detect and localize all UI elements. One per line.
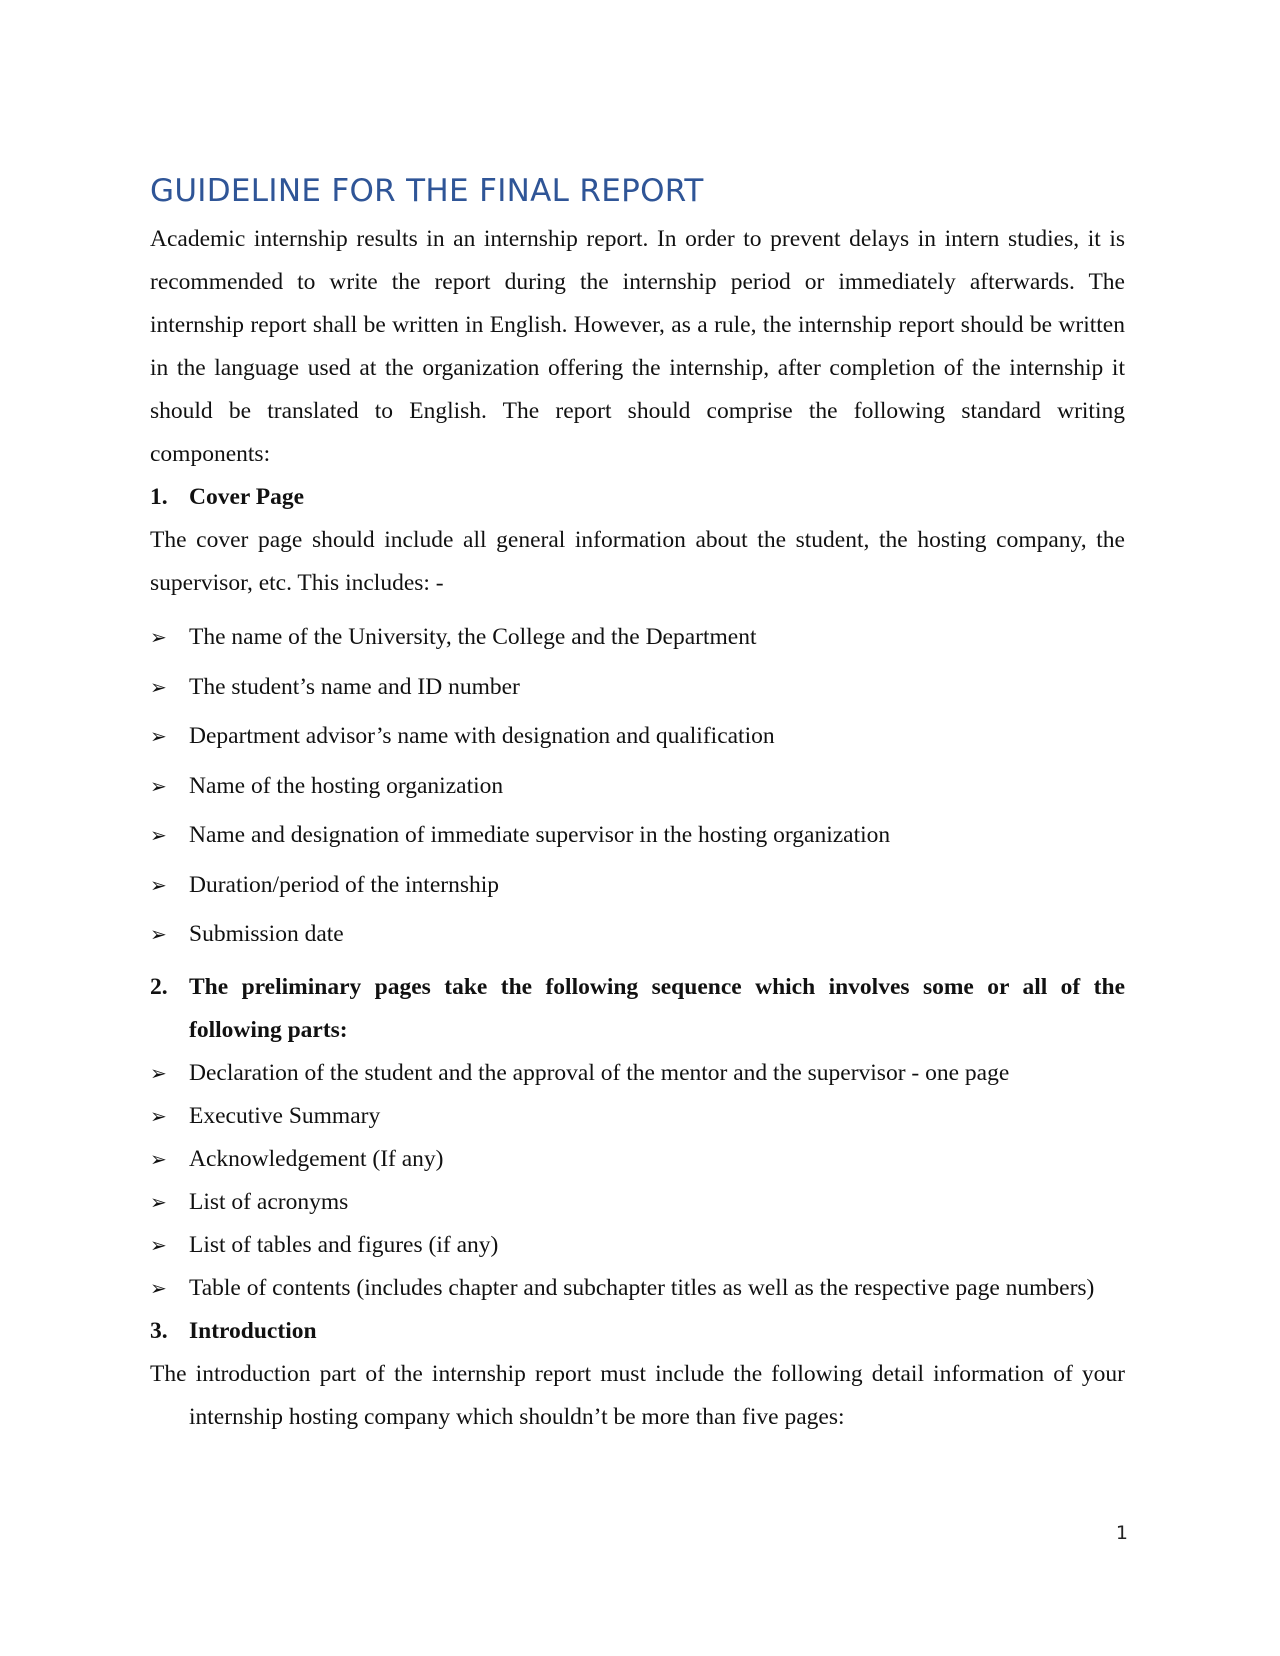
arrowhead-bullet-icon: ➢ xyxy=(150,1103,167,1128)
list-item: ➢ Submission date xyxy=(150,910,1125,960)
section-heading-cover-page xyxy=(150,476,1125,519)
page-title: GUIDELINE FOR THE FINAL REPORT xyxy=(150,173,704,209)
list-item: ➢ List of tables and figures (if any) xyxy=(150,1224,1125,1267)
preliminary-pages-list xyxy=(150,1052,1125,1310)
list-item: ➢ Department advisor’s name with designation and qualification xyxy=(150,712,1125,762)
introduction-paragraph: The introduction part of the internship report must include the following detail information of your internship hosting company which shouldn’t be more than five pages: xyxy=(150,1360,1125,1430)
arrowhead-bullet-icon: ➢ xyxy=(150,922,167,946)
arrowhead-bullet-icon: ➢ xyxy=(150,1060,167,1085)
list-item: ➢ Acknowledgement (If any) xyxy=(150,1138,1125,1181)
arrowhead-bullet-icon: ➢ xyxy=(150,625,167,649)
list-item: ➢ Name and designation of immediate supervisor in the hosting organization xyxy=(150,811,1125,861)
arrowhead-bullet-icon: ➢ xyxy=(150,674,167,699)
section-title: Cover Page xyxy=(189,484,305,510)
cover-page-paragraph: The cover page should include all general information about the student, the hosting company, the supervisor, etc. This includes: - xyxy=(150,527,1125,596)
arrowhead-bullet-icon: ➢ xyxy=(150,1232,167,1257)
intro-paragraph: Academic internship results in an internship report. In order to prevent delays in intern studies, it is recommended to write the report during the internship period or immediately afterwards. The internship report shall be written in English. However, as a rule, the internship report should be written in the language used at the organization offering the internship, after completion of the internship it should be translated to English. The report should comprise the following standard writing components: xyxy=(150,226,1125,467)
list-item: ➢ The name of the University, the College and the Department xyxy=(150,613,1125,663)
list-item: ➢ Table of contents (includes chapter and subchapter titles as well as the respective page numbers) xyxy=(150,1267,1125,1310)
arrowhead-bullet-icon: ➢ xyxy=(150,1275,167,1300)
section-number: 3. xyxy=(150,1317,168,1344)
arrowhead-bullet-icon: ➢ xyxy=(150,823,167,847)
list-item: ➢ Declaration of the student and the approval of the mentor and the supervisor - one page xyxy=(150,1052,1125,1095)
section-title: Introduction xyxy=(189,1317,317,1344)
section-heading-preliminary-pages xyxy=(150,966,1125,1052)
arrowhead-bullet-icon: ➢ xyxy=(150,773,167,798)
list-item: ➢ Duration/period of the internship xyxy=(150,861,1125,911)
list-item: ➢ The student’s name and ID number xyxy=(150,663,1125,713)
section-title: The preliminary pages take the following sequence which involves some or all of the following parts: xyxy=(189,973,1125,1043)
arrowhead-bullet-icon: ➢ xyxy=(150,724,167,748)
arrowhead-bullet-icon: ➢ xyxy=(150,872,167,897)
list-item: ➢ Executive Summary xyxy=(150,1095,1125,1138)
list-item: ➢ List of acronyms xyxy=(150,1181,1125,1224)
page-number: 1 xyxy=(1115,1522,1128,1544)
arrowhead-bullet-icon: ➢ xyxy=(150,1146,167,1171)
list-item: ➢ Name of the hosting organization xyxy=(150,762,1125,812)
page-content xyxy=(150,170,1125,1439)
section-number: 2. xyxy=(150,973,168,1000)
section-number: 1. xyxy=(150,484,168,510)
section-heading-introduction xyxy=(150,1310,1125,1353)
arrowhead-bullet-icon: ➢ xyxy=(150,1189,167,1214)
cover-page-list xyxy=(150,613,1125,960)
